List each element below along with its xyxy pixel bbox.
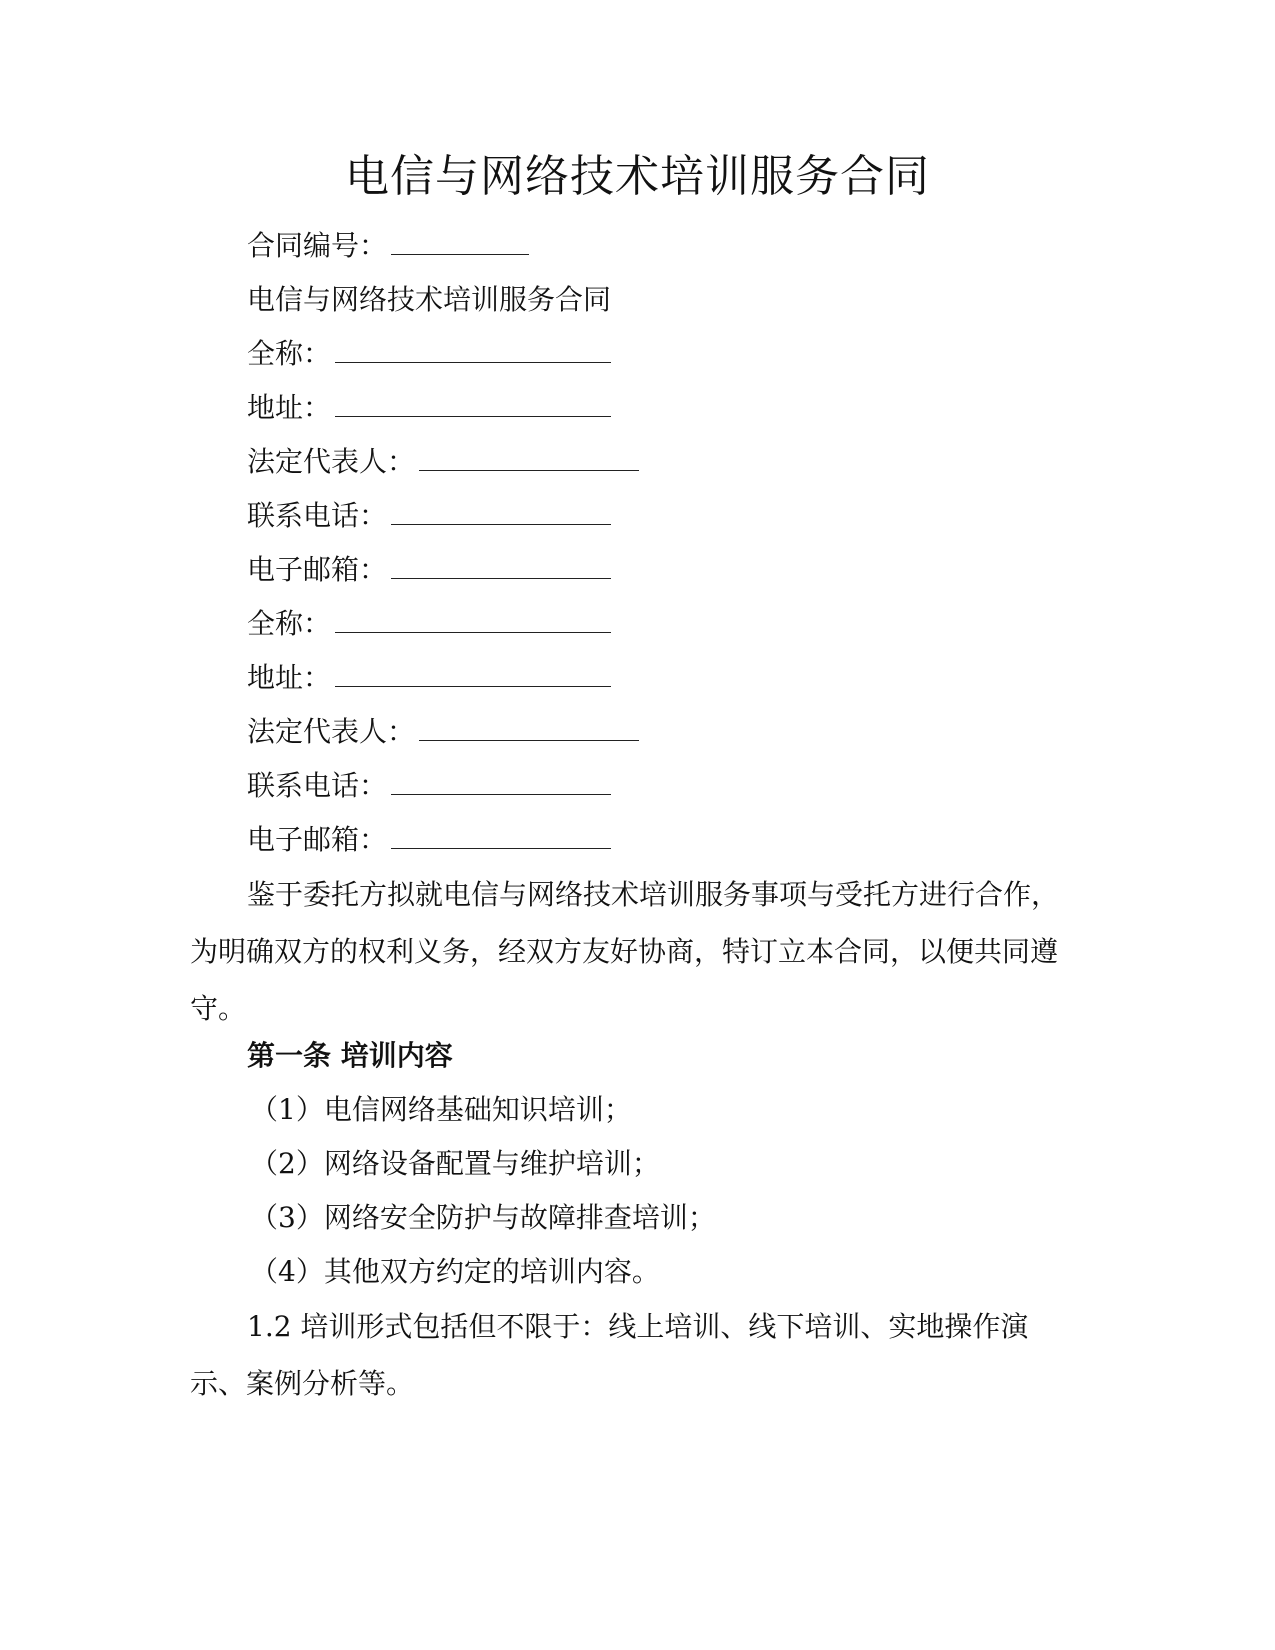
party-a-address-blank [335,388,611,417]
article-1-item: （4）其他双方约定的培训内容。 [250,1255,660,1288]
party-b-address-blank [335,658,611,687]
article-1-heading: 第一条 培训内容 [247,1039,453,1072]
party-b-email-blank [391,820,611,849]
preamble-paragraph: 鉴于委托方拟就电信与网络技术培训服务事项与受托方进行合作，为明确双方的权利义务，经双方友好协商，特订立本合同，以便共同遵守。 [190,878,1060,1025]
party-a-address-field [247,388,611,428]
party-b-email-field [247,820,611,860]
party-b-name-field [247,604,611,644]
article-1-item: （3）网络安全防护与故障排查培训； [250,1201,716,1234]
party-a-address-label: 地址： [247,391,332,424]
party-a-phone-label: 联系电话： [247,499,388,532]
party-a-rep-label: 法定代表人： [247,445,416,478]
party-b-phone-field [247,766,611,806]
party-a-email-blank [391,550,611,579]
article-1-item: （2）网络设备配置与维护培训； [250,1147,660,1180]
party-b-address-label: 地址： [247,661,332,694]
party-b-name-blank [335,604,611,633]
contract-number-label: 合同编号： [247,229,388,262]
contract-number-blank [391,226,529,255]
document-subtitle: 电信与网络技术培训服务合同 [247,283,612,316]
party-a-rep-blank [419,442,639,471]
party-b-phone-blank [391,766,611,795]
party-b-email-label: 电子邮箱： [247,823,388,856]
document-title: 电信与网络技术培训服务合同 [345,151,930,202]
contract-number-field [247,226,529,266]
party-b-rep-blank [419,712,639,741]
party-a-phone-field [247,496,611,536]
party-a-phone-blank [391,496,611,525]
party-a-name-blank [335,334,611,363]
party-b-rep-label: 法定代表人： [247,715,416,748]
party-b-phone-label: 联系电话： [247,769,388,802]
clause-1-2-paragraph: 1.2 培训形式包括但不限于：线上培训、线下培训、实地操作演示、案例分析等。 [190,1310,1029,1400]
party-b-rep-field [247,712,639,752]
party-b-name-label: 全称： [247,607,332,640]
party-a-rep-field [247,442,639,482]
party-a-email-label: 电子邮箱： [247,553,388,586]
party-b-address-field [247,658,611,698]
party-a-email-field [247,550,611,590]
party-a-name-field [247,334,611,374]
party-a-name-label: 全称： [247,337,332,370]
article-1-item: （1）电信网络基础知识培训； [250,1093,632,1126]
